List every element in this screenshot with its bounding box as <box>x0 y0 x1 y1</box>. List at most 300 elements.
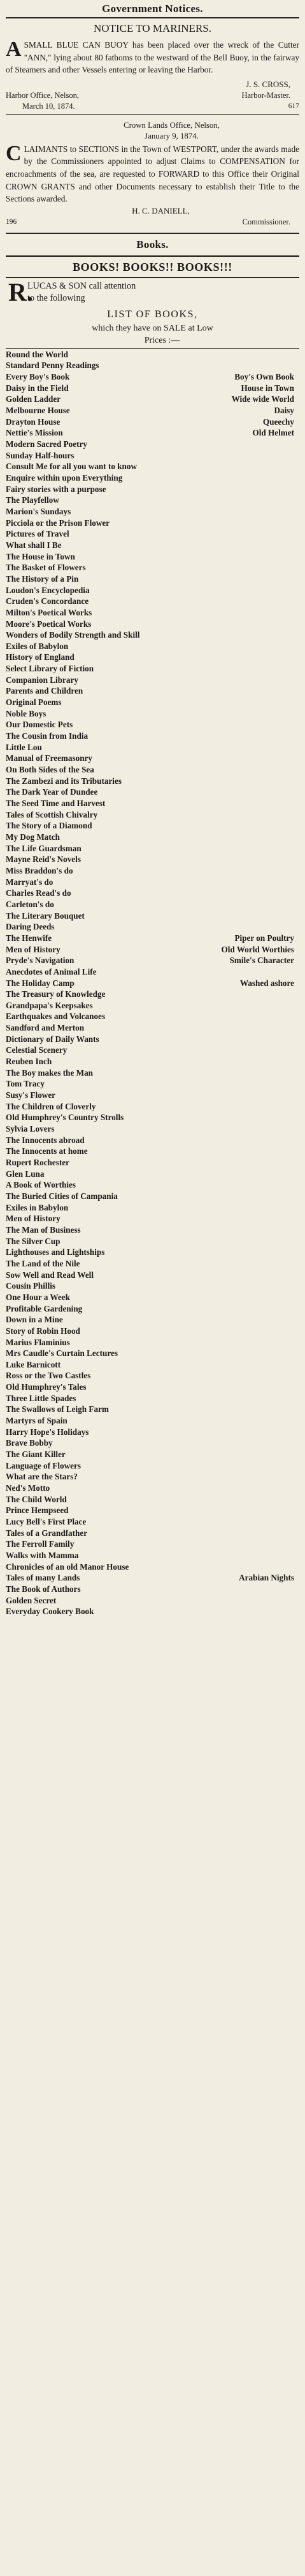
book-title-right <box>294 1258 299 1270</box>
book-title-left: Marryat's do <box>6 877 53 887</box>
book-list-row <box>6 1213 299 1224</box>
book-title-right <box>294 1191 299 1202</box>
book-title-left: Brave Bobby <box>6 1438 53 1448</box>
book-title-right <box>294 809 299 821</box>
book-title-right: Daisy <box>274 406 294 416</box>
book-title-right <box>294 1101 299 1113</box>
book-title-right <box>294 1483 299 1494</box>
mariners-notice-body <box>6 39 299 76</box>
book-list-row <box>6 573 299 585</box>
book-list-row <box>6 966 299 978</box>
book-title-left: The Man of Business <box>6 1224 81 1235</box>
book-list-row <box>6 1168 299 1180</box>
book-list-row <box>6 1303 299 1315</box>
book-title-left: My Dog Match <box>6 832 60 842</box>
book-title-left: Nettie's Mission <box>6 428 63 438</box>
book-list-row <box>6 1606 299 1617</box>
book-title-left: The Playfellow <box>6 495 59 505</box>
book-title-right <box>294 1437 299 1449</box>
book-title-right <box>294 1337 299 1348</box>
book-list-row <box>6 921 299 933</box>
book-title-left: Consult Me for all you want to know <box>6 462 138 472</box>
book-title-left: The Seed Time and Harvest <box>6 798 106 808</box>
book-title-right <box>294 1090 299 1101</box>
book-title-right <box>294 1427 299 1438</box>
book-title-right <box>294 1561 299 1573</box>
book-list-row <box>6 1528 299 1539</box>
book-title-right <box>294 1123 299 1135</box>
book-title-left: The Treasury of Knowledge <box>6 989 106 999</box>
book-list-row <box>6 383 299 394</box>
book-list-row <box>6 742 299 753</box>
book-title-right <box>294 1270 299 1281</box>
book-list-row <box>6 697 299 708</box>
book-title-left: Marius Flaminius <box>6 1337 70 1347</box>
book-list-row <box>6 708 299 720</box>
book-title-left: The Cousin from India <box>6 731 89 741</box>
book-title-left: Daring Deeds <box>6 922 55 932</box>
lucas-intro-line1: LUCAS & SON call attention <box>27 280 136 291</box>
book-title-left: Profitable Gardening <box>6 1303 83 1313</box>
crown-signer: H. C. DANIELL, <box>132 205 190 216</box>
book-list-row <box>6 1359 299 1371</box>
book-title-left: Mayne Reid's Novels <box>6 854 81 865</box>
book-title-right <box>294 1393 299 1404</box>
book-title-left: Grandpapa's Keepsakes <box>6 1000 93 1010</box>
book-title-left: Golden Secret <box>6 1595 57 1605</box>
book-title-right <box>294 1157 299 1168</box>
book-list-row <box>6 607 299 619</box>
book-title-left: The Child World <box>6 1494 67 1504</box>
book-list-row <box>6 1550 299 1561</box>
book-list-row <box>6 1460 299 1472</box>
book-list-row <box>6 540 299 551</box>
book-list-row <box>6 1236 299 1247</box>
books-banner: BOOKS! BOOKS!! BOOKS!!! <box>73 260 232 273</box>
book-title-left: The Buried Cities of Campania <box>6 1191 118 1201</box>
book-list-row <box>6 1135 299 1146</box>
book-title-right <box>294 1292 299 1303</box>
book-list-row <box>6 1337 299 1348</box>
book-list-row <box>6 1123 299 1135</box>
crown-date: January 9, 1874. <box>145 131 199 140</box>
book-title-left: Daisy in the Field <box>6 383 69 393</box>
book-list-row <box>6 786 299 798</box>
book-title-right <box>294 776 299 787</box>
book-list-row <box>6 865 299 877</box>
book-title-right <box>294 1202 299 1214</box>
book-title-left: Reuben Inch <box>6 1057 52 1067</box>
book-title-left: Modern Sacred Poetry <box>6 439 87 449</box>
book-title-left: The Life Guardsman <box>6 843 82 853</box>
book-title-right <box>294 1538 299 1550</box>
book-title-left: The Land of the Nile <box>6 1258 80 1268</box>
book-title-left: Little Lou <box>6 742 42 752</box>
book-list-row <box>6 1381 299 1393</box>
book-title-right <box>294 989 299 1000</box>
book-list-row <box>6 371 299 383</box>
book-title-left: Sow Well and Read Well <box>6 1270 94 1280</box>
book-title-left: Language of Flowers <box>6 1460 81 1470</box>
book-title-left: Glen Luna <box>6 1168 45 1179</box>
book-title-right <box>294 1449 299 1460</box>
book-title-left: The Swallows of Leigh Farm <box>6 1404 109 1415</box>
book-title-left: The Story of a Diamond <box>6 821 92 831</box>
book-title-left: Fairy stories with a purpose <box>6 484 106 494</box>
book-title-left: Earthquakes and Volcanoes <box>6 1011 106 1022</box>
book-list-row <box>6 596 299 607</box>
book-title-left: The Innocents abroad <box>6 1135 85 1145</box>
book-list-row <box>6 899 299 910</box>
book-title-right <box>294 843 299 854</box>
book-list-row <box>6 1224 299 1236</box>
lucas-intro <box>6 278 299 307</box>
book-list-row <box>6 910 299 922</box>
book-title-left: Charles Read's do <box>6 888 71 898</box>
book-list-row <box>6 461 299 472</box>
book-title-left: Pryde's Navigation <box>6 956 74 966</box>
book-list-row <box>6 843 299 854</box>
book-title-right <box>294 528 299 540</box>
book-title-left: Story of Robin Hood <box>6 1326 80 1336</box>
book-title-right: Old World Worthies <box>221 944 294 954</box>
book-title-right <box>294 1584 299 1595</box>
book-list-row <box>6 832 299 843</box>
book-title-right <box>294 753 299 764</box>
book-title-left: Picciola or the Prison Flower <box>6 517 110 528</box>
book-title-right <box>294 1505 299 1516</box>
book-title-left: Martyrs of Spain <box>6 1416 67 1426</box>
government-notices-heading: Government Notices. <box>102 3 203 15</box>
book-title-left: Miss Braddon's do <box>6 865 73 875</box>
book-title-right <box>294 764 299 776</box>
book-title-right <box>294 921 299 933</box>
book-title-left: Tales of many Lands <box>6 1573 80 1583</box>
book-title-left: Rupert Rochester <box>6 1158 69 1167</box>
book-list-row <box>6 1000 299 1011</box>
book-title-left: Enquire within upon Everything <box>6 472 123 483</box>
book-title-left: Prince Hempseed <box>6 1505 69 1516</box>
book-list-row <box>6 1494 299 1505</box>
sale-line1: which they have on SALE at Low <box>92 323 213 333</box>
book-title-right <box>294 1135 299 1146</box>
book-title-left: Parents and Children <box>6 686 83 696</box>
book-title-right <box>294 1348 299 1359</box>
book-title-left: Moore's Poetical Works <box>6 619 92 629</box>
book-title-right <box>294 573 299 585</box>
book-title-left: Mrs Caudle's Curtain Lectures <box>6 1348 118 1359</box>
book-title-right <box>294 1236 299 1247</box>
book-list-row <box>6 1561 299 1573</box>
book-title-left: Tom Tracy <box>6 1079 45 1089</box>
book-title-right <box>294 1595 299 1607</box>
book-list-row <box>6 820 299 832</box>
book-list-row <box>6 506 299 517</box>
book-title-right: Boy's Own Book <box>234 372 294 382</box>
book-list-row <box>6 1112 299 1123</box>
book-title-right <box>294 484 299 495</box>
book-title-right <box>294 1381 299 1393</box>
book-title-left: History of England <box>6 652 74 662</box>
book-title-right <box>294 730 299 742</box>
book-title-right <box>294 675 299 686</box>
book-title-right <box>294 1528 299 1539</box>
book-title-left: The Innocents at home <box>6 1146 88 1156</box>
book-list-row <box>6 854 299 865</box>
book-title-left: Loudon's Encyclopedia <box>6 585 90 595</box>
book-title-right: Piper on Poultry <box>234 933 294 943</box>
book-list-row <box>6 528 299 540</box>
book-list-row <box>6 1572 299 1584</box>
book-title-left: Sylvia Lovers <box>6 1124 55 1134</box>
book-title-left: Lighthouses and Lightships <box>6 1247 105 1257</box>
book-title-left: Ned's Motto <box>6 1483 50 1493</box>
book-title-left: Every Boy's Book <box>6 372 70 382</box>
books-heading: Books. <box>136 238 169 250</box>
book-title-left: The Silver Cup <box>6 1236 60 1246</box>
book-title-right <box>294 360 299 371</box>
book-list-row <box>6 978 299 989</box>
dropcap: R. <box>8 277 33 306</box>
book-list-row <box>6 1258 299 1270</box>
book-title-right <box>294 1460 299 1472</box>
book-title-left: Chronicles of an old Manor House <box>6 1561 129 1572</box>
book-list-row <box>6 1314 299 1326</box>
book-title-right <box>294 1471 299 1483</box>
book-title-left: The House in Town <box>6 551 75 561</box>
book-title-left: Everyday Cookery Book <box>6 1607 94 1617</box>
book-title-right <box>294 596 299 607</box>
book-list-row <box>6 1146 299 1157</box>
book-title-right <box>294 439 299 450</box>
book-list-row <box>6 933 299 944</box>
book-title-right <box>294 708 299 720</box>
book-list-row <box>6 1427 299 1438</box>
book-title-left: The Book of Authors <box>6 1584 81 1594</box>
book-title-right <box>294 854 299 865</box>
book-title-right <box>294 629 299 641</box>
book-list-row <box>6 1437 299 1449</box>
book-title-left: Sunday Half-hours <box>6 450 74 460</box>
mariners-date-line <box>6 101 299 112</box>
book-title-left: Men of History <box>6 1214 60 1224</box>
book-title-left: Susy's Flower <box>6 1090 56 1100</box>
mariners-number: 617 <box>288 102 299 110</box>
book-title-right <box>294 899 299 910</box>
book-list-row <box>6 1090 299 1101</box>
book-list-row <box>6 1011 299 1022</box>
mariners-office: Harbor Office, Nelson, <box>6 90 80 100</box>
book-title-left: Walks with Mamma <box>6 1550 79 1560</box>
book-list-row <box>6 517 299 529</box>
book-title-right <box>294 1056 299 1067</box>
book-title-right: Smile's Character <box>229 956 294 966</box>
book-title-right <box>294 1326 299 1337</box>
book-title-right <box>294 1168 299 1180</box>
book-title-right <box>294 832 299 843</box>
book-title-right <box>294 450 299 462</box>
book-title-right: Old Helmet <box>252 428 294 438</box>
book-title-right: Arabian Nights <box>239 1573 294 1583</box>
book-title-left: Cousin Phillis <box>6 1281 56 1291</box>
book-title-right <box>294 349 299 360</box>
book-title-right <box>294 887 299 899</box>
book-list-row <box>6 764 299 776</box>
book-list-row <box>6 1280 299 1292</box>
book-list-row <box>6 1247 299 1258</box>
book-title-left: The History of a Pin <box>6 573 79 584</box>
book-list-row <box>6 405 299 416</box>
crown-office: Crown Lands Office, Nelson, <box>124 120 220 130</box>
book-list-row <box>6 887 299 899</box>
book-list-row <box>6 562 299 573</box>
book-list-row <box>6 1348 299 1359</box>
book-title-right <box>294 517 299 529</box>
book-title-left: Dictionary of Daily Wants <box>6 1034 99 1044</box>
book-title-right <box>294 1606 299 1617</box>
book-title-right <box>294 877 299 888</box>
book-title-left: Lucy Bell's First Place <box>6 1517 87 1526</box>
book-list-row <box>6 585 299 596</box>
book-title-left: Round the World <box>6 349 68 359</box>
book-list-row <box>6 1516 299 1528</box>
dropcap: C <box>6 141 22 165</box>
book-title-left: Pictures of Travel <box>6 529 69 539</box>
book-title-left: Original Poems <box>6 697 62 708</box>
book-title-left: Men of History <box>6 944 60 954</box>
book-title-left: Milton's Poetical Works <box>6 607 92 617</box>
book-title-right <box>294 1179 299 1191</box>
book-title-left: What are the Stars? <box>6 1472 78 1482</box>
book-list-row <box>6 1157 299 1168</box>
book-title-left: Marion's Sundays <box>6 506 71 516</box>
book-list-row <box>6 1022 299 1034</box>
crown-notice-text: LAIMANTS to SECTIONS in the Town of WESTPORT, under the awards made by the Commissioners appointed to adjust Claims to COMPENSATION for encroachments of the sea, are requested to FORWARD to this Office their Original CROWN GRANTS and other Documents necessary to establish their Title to the Sections awarded. <box>6 144 299 204</box>
book-title-left: Companion Library <box>6 675 78 685</box>
book-title-right <box>294 1550 299 1561</box>
book-title-right <box>294 798 299 809</box>
book-list <box>6 349 299 1617</box>
book-list-row <box>6 551 299 563</box>
book-list-row <box>6 1370 299 1381</box>
book-title-right: Washed ashore <box>239 978 294 988</box>
book-list-row <box>6 1404 299 1415</box>
book-title-right <box>294 1404 299 1415</box>
book-list-row <box>6 619 299 630</box>
book-title-right <box>294 1415 299 1427</box>
book-title-left: Sandford and Merton <box>6 1023 85 1033</box>
book-title-right <box>294 1224 299 1236</box>
book-title-left: Exiles in Babylon <box>6 1202 69 1212</box>
book-title-left: Tales of Scottish Chivalry <box>6 809 98 819</box>
book-list-row <box>6 495 299 506</box>
book-title-right <box>294 1078 299 1090</box>
book-title-right <box>294 1112 299 1123</box>
book-title-right <box>294 820 299 832</box>
book-title-left: A Book of Worthies <box>6 1180 76 1190</box>
book-list-row <box>6 1067 299 1079</box>
book-list-row <box>6 641 299 652</box>
dropcap: A <box>6 38 22 61</box>
book-title-right <box>294 1011 299 1022</box>
book-title-left: The Children of Cloverly <box>6 1101 96 1111</box>
book-title-right <box>294 1359 299 1371</box>
book-title-right <box>294 1067 299 1079</box>
book-list-row <box>6 1034 299 1045</box>
book-list-row <box>6 1101 299 1113</box>
sale-line2: Prices :— <box>144 335 180 345</box>
book-title-left: Standard Penny Readings <box>6 360 99 371</box>
book-title-right <box>294 652 299 663</box>
book-list-row <box>6 394 299 405</box>
book-title-left: Old Humphrey's Tales <box>6 1382 87 1392</box>
mariners-notice-title: NOTICE TO MARINERS. <box>94 22 211 34</box>
book-list-row <box>6 1270 299 1281</box>
book-list-row <box>6 472 299 484</box>
book-title-left: Celestial Scenery <box>6 1045 67 1055</box>
lucas-intro-line2: to the following <box>27 292 85 303</box>
book-title-right <box>294 910 299 922</box>
book-title-left: The Basket of Flowers <box>6 563 86 573</box>
book-list-row <box>6 1393 299 1404</box>
book-list-row <box>6 1191 299 1202</box>
book-title-left: Exiles of Babylon <box>6 641 69 651</box>
book-title-right: Wide wide World <box>231 394 294 404</box>
book-list-row <box>6 675 299 686</box>
book-list-row <box>6 1415 299 1427</box>
book-list-row <box>6 989 299 1000</box>
book-list-row <box>6 1292 299 1303</box>
book-title-left: Anecdotes of Animal Life <box>6 966 97 976</box>
book-list-row <box>6 360 299 371</box>
book-title-right <box>294 641 299 652</box>
book-title-left: Ross or the Two Castles <box>6 1371 91 1381</box>
book-title-right <box>294 1314 299 1326</box>
book-title-right <box>294 506 299 517</box>
book-title-left: Manual of Freemasonry <box>6 753 93 764</box>
book-list-row <box>6 1056 299 1067</box>
book-title-left: Harry Hope's Holidays <box>6 1427 89 1437</box>
mariners-office-line <box>6 90 299 101</box>
book-title-right <box>294 1213 299 1224</box>
book-title-right <box>294 719 299 730</box>
book-list-row <box>6 1595 299 1607</box>
book-list-row <box>6 439 299 450</box>
book-title-right <box>294 472 299 484</box>
book-list-row <box>6 944 299 956</box>
book-title-left: The Henwife <box>6 933 52 943</box>
book-list-row <box>6 1202 299 1214</box>
book-title-right <box>294 1000 299 1011</box>
book-title-right <box>294 1280 299 1292</box>
book-title-right <box>294 663 299 675</box>
book-title-right <box>294 1494 299 1505</box>
book-title-right <box>294 607 299 619</box>
mariners-date: March 10, 1874. <box>22 101 75 111</box>
book-title-right: Queechy <box>262 416 294 427</box>
book-title-left: The Giant Killer <box>6 1449 66 1460</box>
book-title-right <box>294 1146 299 1157</box>
book-list-row <box>6 652 299 663</box>
book-list-row <box>6 730 299 742</box>
book-list-row <box>6 1449 299 1460</box>
mariners-notice-text: SMALL BLUE CAN BUOY has been placed over the wreck of the Cutter "ANN," lying about 80 fathoms to the westward of the Bell Buoy, in the fairway of Steamers and other Vessels entering or leaving the Harbor. <box>6 40 299 75</box>
book-title-left: Carleton's do <box>6 899 54 909</box>
book-list-row <box>6 1584 299 1595</box>
book-title-left: Noble Boys <box>6 708 46 718</box>
book-title-right <box>294 585 299 596</box>
book-list-row <box>6 877 299 888</box>
